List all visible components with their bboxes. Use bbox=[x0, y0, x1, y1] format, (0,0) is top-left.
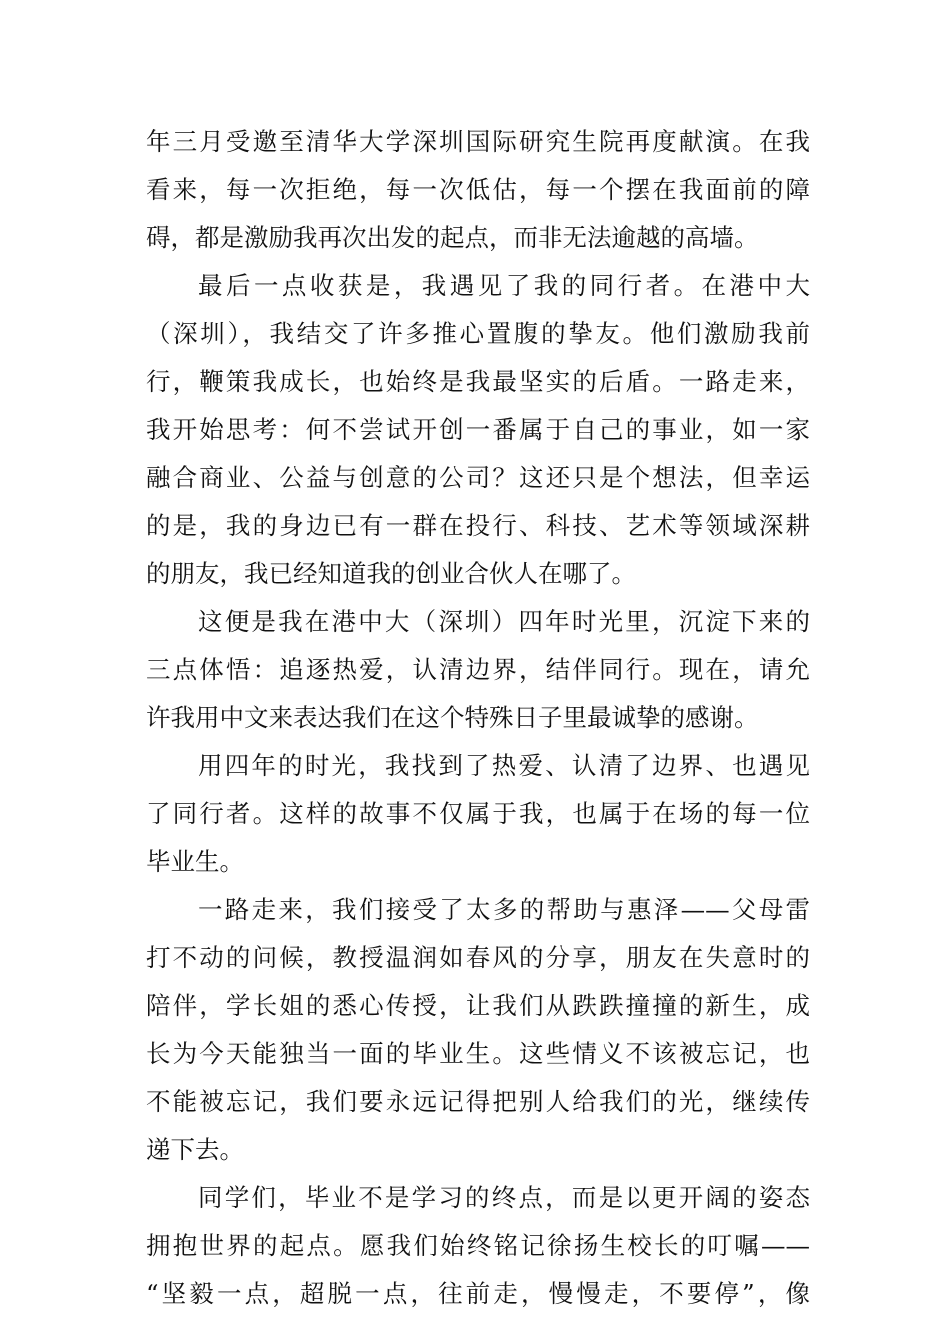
paragraph-5-line-5: 不能被忘记，我们要永远记得把别人给我们的光，继续传 bbox=[146, 1087, 810, 1116]
paragraph-1-line-3: 碍，都是激励我再次出发的起点，而非无法逾越的高墙。 bbox=[146, 223, 759, 252]
paragraph-2-line-7: 的朋友，我已经知道我的创业合伙人在哪了。 bbox=[146, 559, 636, 588]
paragraph-2-line-5: 融合商业、公益与创意的公司？这还只是个想法，但幸运 bbox=[146, 463, 810, 492]
paragraph-5-line-4: 长为今天能独当一面的毕业生。这些情义不该被忘记，也 bbox=[146, 1039, 810, 1068]
paragraph-6-line-3: “坚毅一点，超脱一点，往前走，慢慢走，不要停”，像 bbox=[146, 1279, 810, 1308]
paragraph-2-line-6: 的是，我的身边已有一群在投行、科技、艺术等领域深耕 bbox=[146, 511, 810, 540]
paragraph-1-line-2: 看来，每一次拒绝，每一次低估，每一个摆在我面前的障 bbox=[146, 175, 810, 204]
paragraph-5-line-3: 陪伴，学长姐的悉心传授，让我们从跌跌撞撞的新生，成 bbox=[146, 991, 810, 1020]
paragraph-4-line-1: 用四年的时光，我找到了热爱、认清了边界、也遇见 bbox=[198, 751, 810, 780]
paragraph-4-line-2: 了同行者。这样的故事不仅属于我，也属于在场的每一位 bbox=[146, 799, 810, 828]
paragraph-6-line-1: 同学们，毕业不是学习的终点，而是以更开阔的姿态 bbox=[198, 1183, 810, 1212]
paragraph-2-line-4: 我开始思考：何不尝试开创一番属于自己的事业，如一家 bbox=[146, 415, 810, 444]
paragraph-3-line-3: 许我用中文来表达我们在这个特殊日子里最诚挚的感谢。 bbox=[146, 703, 759, 732]
paragraph-3-line-1: 这便是我在港中大（深圳）四年时光里，沉淀下来的 bbox=[198, 607, 810, 636]
paragraph-5-line-2: 打不动的问候，教授温润如春风的分享，朋友在失意时的 bbox=[146, 943, 810, 972]
body-text bbox=[146, 118, 810, 1318]
paragraph-5-line-6: 递下去。 bbox=[146, 1135, 244, 1164]
paragraph-3-line-2: 三点体悟：追逐热爱，认清边界，结伴同行。现在，请允 bbox=[146, 655, 810, 684]
paragraph-2-line-1: 最后一点收获是，我遇见了我的同行者。在港中大 bbox=[198, 271, 810, 300]
paragraph-2-line-3: 行，鞭策我成长，也始终是我最坚实的后盾。一路走来， bbox=[146, 367, 810, 396]
paragraph-4-line-3: 毕业生。 bbox=[146, 847, 244, 876]
paragraph-1-line-1: 年三月受邀至清华大学深圳国际研究生院再度献演。在我 bbox=[146, 127, 810, 156]
paragraph-5-line-1: 一路走来，我们接受了太多的帮助与惠泽——父母雷 bbox=[198, 895, 810, 924]
paragraph-2-line-2: （深圳），我结交了许多推心置腹的挚友。他们激励我前 bbox=[146, 319, 810, 348]
paragraph-6-line-2: 拥抱世界的起点。愿我们始终铭记徐扬生校长的叮嘱—— bbox=[146, 1231, 810, 1260]
